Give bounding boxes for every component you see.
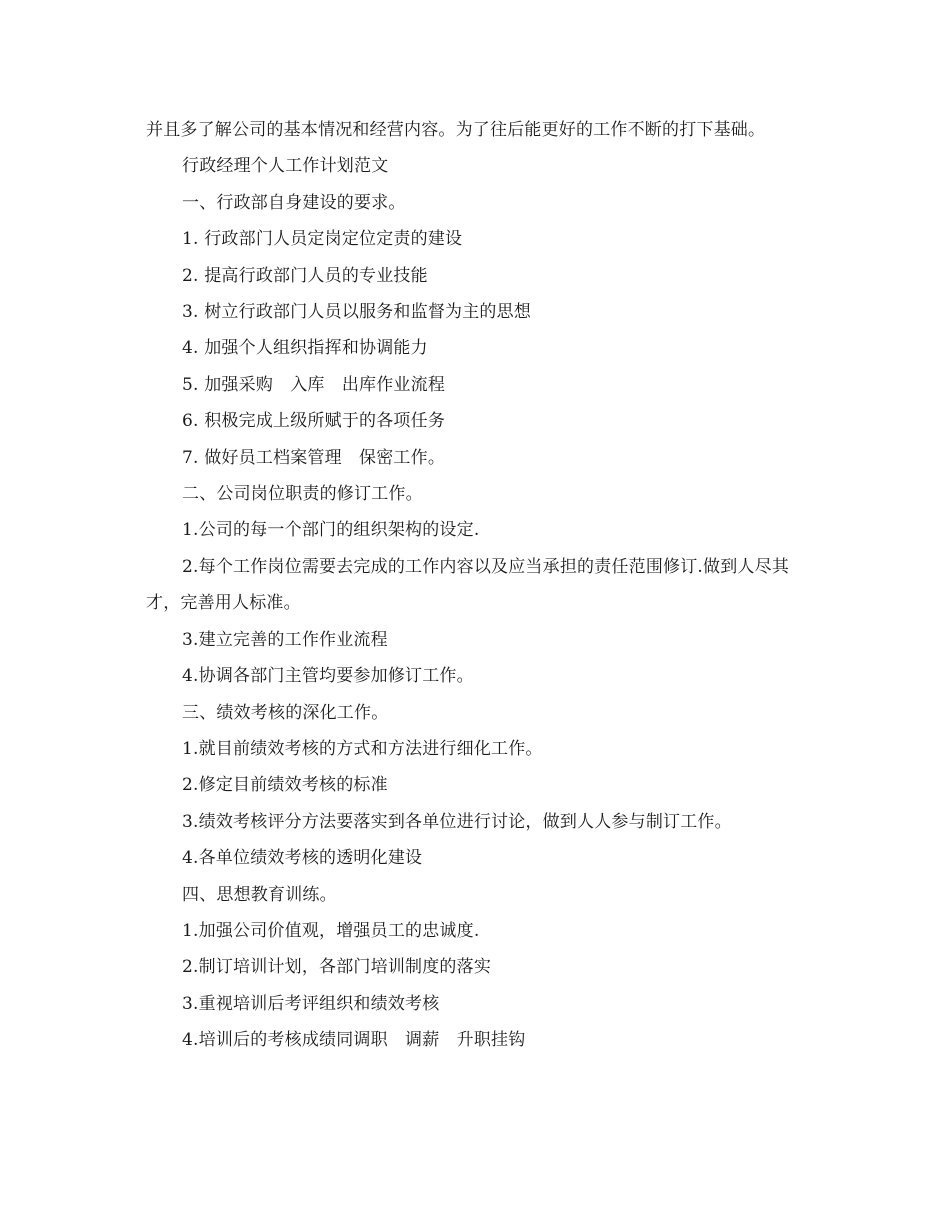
paragraph-intro: 并且多了解公司的基本情况和经营内容。为了往后能更好的工作不断的打下基础。 (146, 120, 766, 140)
list-item: 3. 树立行政部门人员以服务和监督为主的思想 (182, 302, 532, 323)
list-item: 1.公司的每一个部门的组织架构的设定. (182, 520, 480, 541)
list-item: 3.重视培训后考评组织和绩效考核 (182, 993, 440, 1014)
list-item: 4. 加强个人组织指挥和协调能力 (182, 338, 428, 359)
list-item: 2.修定目前绩效考核的标准 (182, 775, 388, 796)
heading-3: 三、绩效考核的深化工作。 (182, 702, 389, 723)
list-item: 4.培训后的考核成绩同调职 调薪 升职挂钩 (182, 1030, 526, 1051)
list-item: 4.协调各部门主管均要参加修订工作。 (182, 666, 474, 687)
list-item: 2. 提高行政部门人员的专业技能 (182, 265, 428, 286)
list-item: 4.各单位绩效考核的透明化建设 (182, 848, 423, 869)
list-item: 1.加强公司价值观，增强员工的忠诚度. (182, 920, 480, 941)
list-item: 5. 加强采购 入库 出库作业流程 (182, 374, 446, 395)
list-item: 2.制订培训计划，各部门培训制度的落实 (182, 957, 492, 978)
list-item: 3.建立完善的工作作业流程 (182, 629, 388, 650)
list-item: 2.每个工作岗位需要去完成的工作内容以及应当承担的责任范围修订.做到人尽其才，完善用人标准。 (146, 556, 790, 614)
heading-4: 四、思想教育训练。 (182, 884, 337, 905)
list-item: 3.绩效考核评分方法要落实到各单位进行讨论，做到人人参与制订工作。 (182, 811, 732, 832)
heading-1: 一、行政部自身建设的要求。 (182, 192, 406, 213)
heading-2: 二、公司岗位职责的修订工作。 (182, 484, 423, 505)
document-body (146, 112, 816, 1059)
list-item: 1. 行政部门人员定岗定位定责的建设 (182, 229, 463, 250)
section-title: 行政经理个人工作计划范文 (182, 156, 389, 177)
list-item: 7. 做好员工档案管理 保密工作。 (182, 447, 446, 468)
list-item: 6. 积极完成上级所赋于的各项任务 (182, 411, 446, 432)
list-item: 1.就目前绩效考核的方式和方法进行细化工作。 (182, 738, 543, 759)
